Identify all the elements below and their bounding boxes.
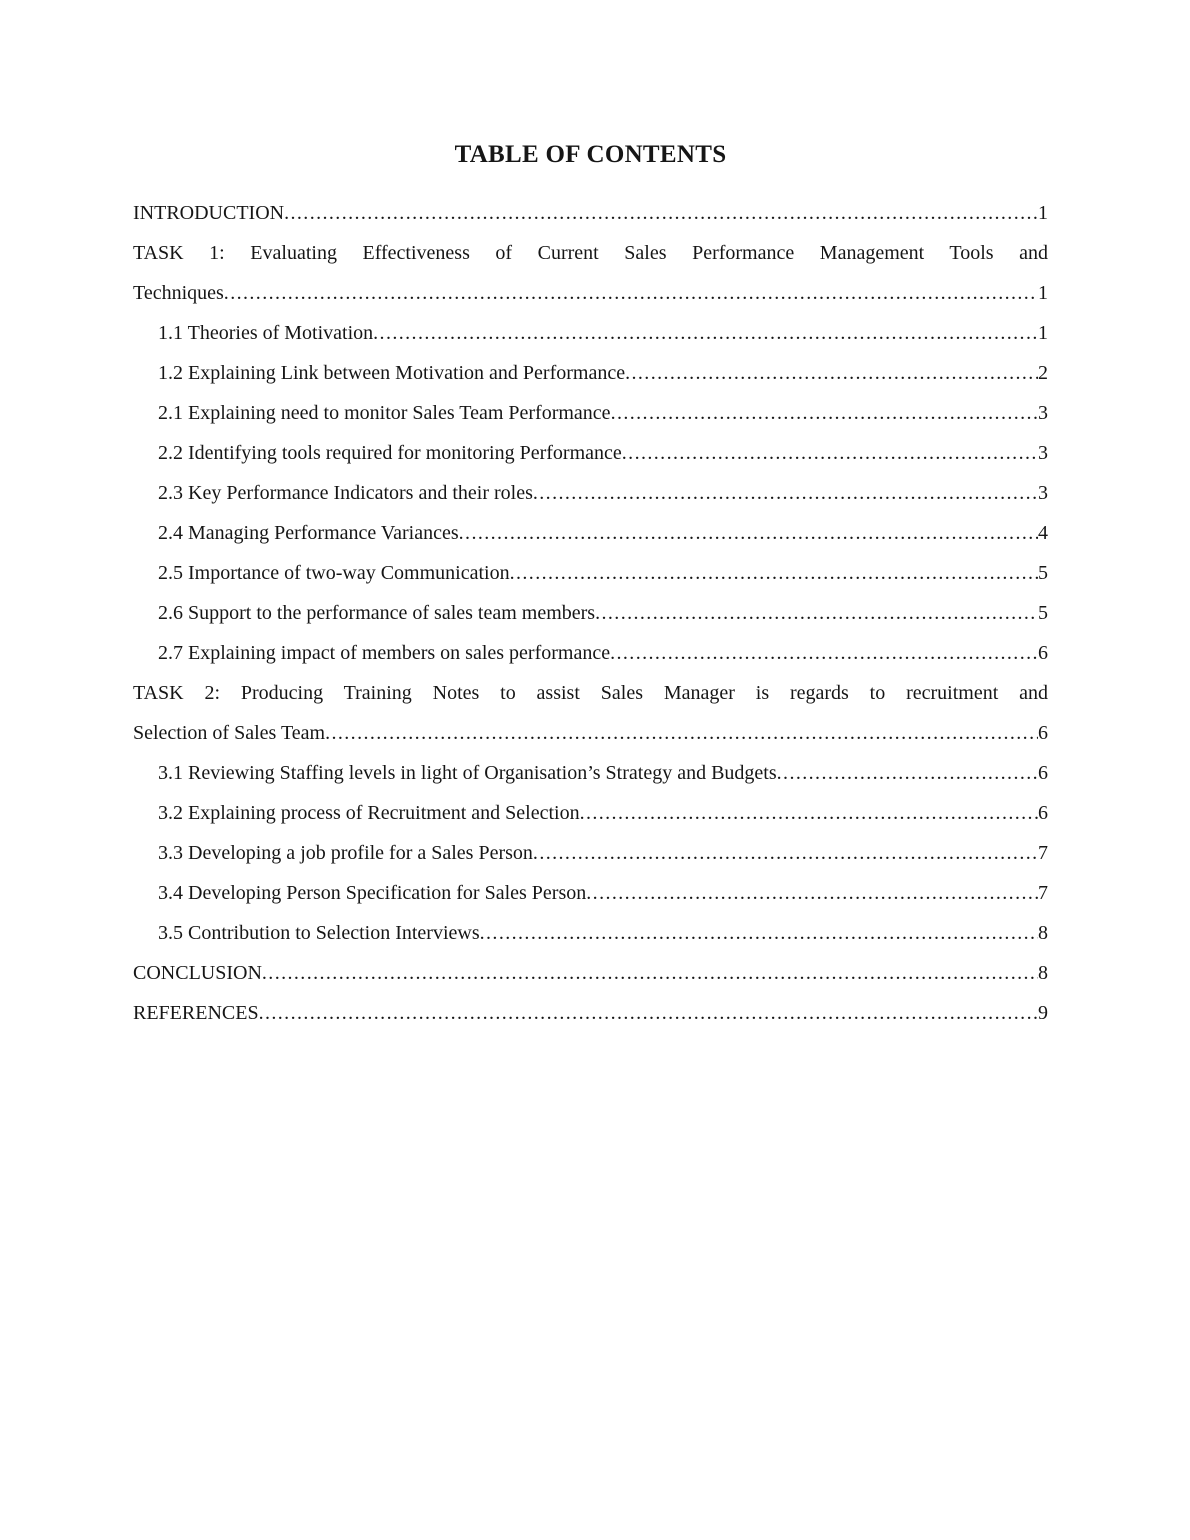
- toc-entry: [133, 953, 1048, 993]
- toc-entry: [133, 193, 1048, 233]
- toc-entry-line: [158, 393, 1048, 433]
- toc-entry-text: 2.3 Key Performance Indicators and their roles: [158, 482, 533, 504]
- toc-entry: [133, 633, 1048, 673]
- table-of-contents: [133, 193, 1048, 1033]
- toc-entry-line: [158, 313, 1048, 353]
- toc-entry-text: 3.1 Reviewing Staffing levels in light of Organisation’s Strategy and Budgets: [158, 762, 777, 784]
- toc-entry-text: 1.2 Explaining Link between Motivation and Performance: [158, 362, 626, 384]
- dot-leader: [533, 833, 1038, 873]
- toc-page-number: 3: [1038, 482, 1048, 504]
- toc-entry: [133, 393, 1048, 433]
- toc-entry-text: 3.5 Contribution to Selection Interviews: [158, 922, 480, 944]
- toc-entry-line: [158, 873, 1048, 913]
- toc-entry: [133, 993, 1048, 1033]
- dot-leader: [595, 593, 1038, 633]
- toc-entry-line: [133, 713, 1048, 753]
- dot-leader: [622, 433, 1038, 473]
- toc-entry-text: INTRODUCTION: [133, 202, 285, 224]
- toc-entry-text: 3.4 Developing Person Specification for Sales Person: [158, 882, 587, 904]
- toc-entry: [133, 233, 1048, 313]
- toc-entry-line: [158, 633, 1048, 673]
- toc-entry: [133, 513, 1048, 553]
- toc-page-number: 6: [1038, 762, 1048, 784]
- toc-entry-text: 2.6 Support to the performance of sales team members: [158, 602, 596, 624]
- toc-page-number: 3: [1038, 402, 1048, 424]
- toc-page-number: 7: [1038, 882, 1048, 904]
- toc-entry: [133, 833, 1048, 873]
- toc-page-number: 5: [1038, 562, 1048, 584]
- dot-leader: [224, 273, 1038, 313]
- toc-entry-line: [158, 433, 1048, 473]
- toc-entry: [133, 473, 1048, 513]
- toc-entry-line: [133, 193, 1048, 233]
- toc-page-number: 6: [1038, 642, 1048, 664]
- toc-page-number: 1: [1038, 322, 1048, 344]
- dot-leader: [533, 473, 1038, 513]
- toc-entry-text: 2.5 Importance of two-way Communication: [158, 562, 510, 584]
- toc-page-number: 9: [1038, 1002, 1048, 1024]
- toc-page-number: 6: [1038, 802, 1048, 824]
- toc-entry-text: 2.1 Explaining need to monitor Sales Team Performance: [158, 402, 611, 424]
- toc-entry: [133, 913, 1048, 953]
- toc-entry-text: Techniques: [133, 282, 224, 304]
- toc-entry-text: 2.4 Managing Performance Variances: [158, 522, 459, 544]
- toc-entry: [133, 353, 1048, 393]
- toc-entry-text: 3.2 Explaining process of Recruitment and Selection: [158, 802, 580, 824]
- dot-leader: [459, 513, 1038, 553]
- dot-leader: [325, 713, 1038, 753]
- toc-page-number: 1: [1038, 282, 1048, 304]
- toc-entry-line: [158, 753, 1048, 793]
- toc-entry-wrap-line: TASK 1: Evaluating Effectiveness of Current Sales Performance Management Tools and: [133, 242, 1048, 264]
- toc-entry-line: [158, 793, 1048, 833]
- toc-page-number: 6: [1038, 722, 1048, 744]
- toc-entry-text: 3.3 Developing a job profile for a Sales Person: [158, 842, 533, 864]
- dot-leader: [284, 193, 1038, 233]
- toc-entry: [133, 793, 1048, 833]
- dot-leader: [262, 953, 1038, 993]
- toc-page-number: 2: [1038, 362, 1048, 384]
- dot-leader: [777, 753, 1038, 793]
- toc-entry-text: REFERENCES: [133, 1002, 259, 1024]
- toc-page-number: 4: [1038, 522, 1048, 544]
- toc-entry-line: [158, 473, 1048, 513]
- dot-leader: [586, 873, 1038, 913]
- toc-entry-text: 2.7 Explaining impact of members on sales performance: [158, 642, 611, 664]
- toc-entry: [133, 553, 1048, 593]
- toc-page-number: 7: [1038, 842, 1048, 864]
- toc-entry: [133, 433, 1048, 473]
- dot-leader: [480, 913, 1038, 953]
- toc-entry-line: [158, 513, 1048, 553]
- toc-page-number: 8: [1038, 922, 1048, 944]
- toc-entry: [133, 593, 1048, 633]
- toc-entry-text: 1.1 Theories of Motivation: [158, 322, 374, 344]
- toc-entry-line: [158, 593, 1048, 633]
- toc-entry-line: [158, 353, 1048, 393]
- toc-page-number: 8: [1038, 962, 1048, 984]
- toc-page-number: 3: [1038, 442, 1048, 464]
- toc-page-number: 1: [1038, 202, 1048, 224]
- toc-entry: [133, 313, 1048, 353]
- toc-entry-wrap-line: TASK 2: Producing Training Notes to assist Sales Manager is regards to recruitment and: [133, 682, 1048, 704]
- page-title: TABLE OF CONTENTS: [454, 141, 727, 168]
- toc-entry-text: 2.2 Identifying tools required for monitoring Performance: [158, 442, 622, 464]
- toc-page-number: 5: [1038, 602, 1048, 624]
- dot-leader: [610, 633, 1038, 673]
- dot-leader: [625, 353, 1038, 393]
- toc-entry-text: CONCLUSION: [133, 962, 262, 984]
- toc-entry-line: [158, 833, 1048, 873]
- toc-entry-text: Selection of Sales Team: [133, 722, 326, 744]
- dot-leader: [510, 553, 1038, 593]
- dot-leader: [611, 393, 1038, 433]
- toc-entry-line: [158, 553, 1048, 593]
- toc-entry: [133, 873, 1048, 913]
- toc-entry-line: [133, 953, 1048, 993]
- toc-entry-line: [158, 913, 1048, 953]
- dot-leader: [580, 793, 1038, 833]
- toc-entry: [133, 753, 1048, 793]
- toc-entry-line: [133, 273, 1048, 313]
- dot-leader: [373, 313, 1038, 353]
- toc-entry: [133, 673, 1048, 753]
- toc-entry-line: [133, 993, 1048, 1033]
- dot-leader: [259, 993, 1038, 1033]
